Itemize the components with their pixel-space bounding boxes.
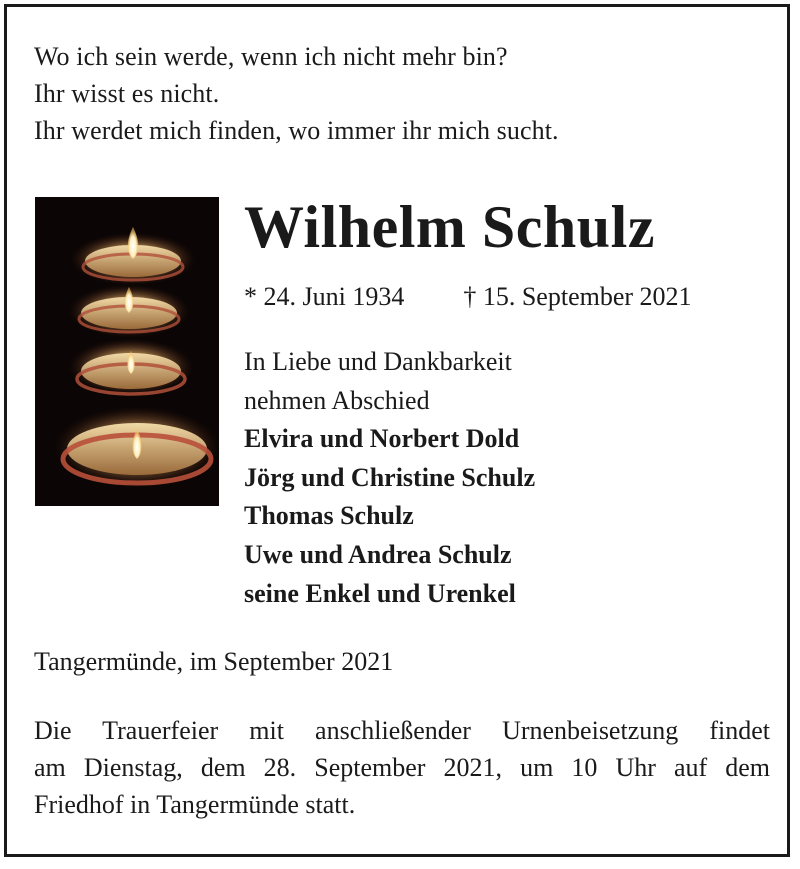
funeral-line: Friedhof in Tangermünde statt. — [34, 790, 356, 819]
funeral-line: Die Trauerfeier mit anschließender Urnenbeisetzung findet — [34, 716, 770, 745]
mourner-name: Jörg und Christine Schulz — [244, 462, 536, 492]
candles-icon — [35, 197, 219, 506]
poem-line: Wo ich sein werde, wenn ich nicht mehr bin? — [34, 42, 508, 71]
candle-2 — [69, 285, 189, 337]
candle-3 — [69, 339, 193, 395]
poem — [34, 38, 559, 149]
deceased-name: Wilhelm Schulz — [244, 194, 655, 260]
mourner-name: Elvira und Norbert Dold — [244, 424, 520, 454]
poem-line: Ihr werdet mich finden, wo immer ihr mich sucht. — [34, 116, 559, 145]
candle-4 — [55, 407, 219, 487]
candle-1 — [71, 227, 195, 285]
mourner-name: seine Enkel und Urenkel — [244, 578, 516, 608]
mourners-block — [244, 343, 535, 613]
mourners-intro-line: In Liebe und Dankbarkeit — [244, 347, 512, 376]
funeral-info — [34, 712, 770, 823]
mourner-name: Uwe und Andrea Schulz — [244, 539, 512, 569]
life-dates — [244, 279, 692, 315]
birth-date: * 24. Juni 1934 — [244, 282, 405, 311]
poem-line: Ihr wisst es nicht. — [34, 79, 220, 108]
funeral-line: am Dienstag, dem 28. September 2021, um 10 Uhr auf dem — [34, 753, 770, 782]
death-date: † 15. September 2021 — [463, 282, 692, 311]
place-and-date: Tangermünde, im September 2021 — [34, 647, 394, 676]
candles-photo — [35, 197, 219, 506]
mourners-intro-line: nehmen Abschied — [244, 385, 430, 415]
mourner-name: Thomas Schulz — [244, 501, 414, 531]
